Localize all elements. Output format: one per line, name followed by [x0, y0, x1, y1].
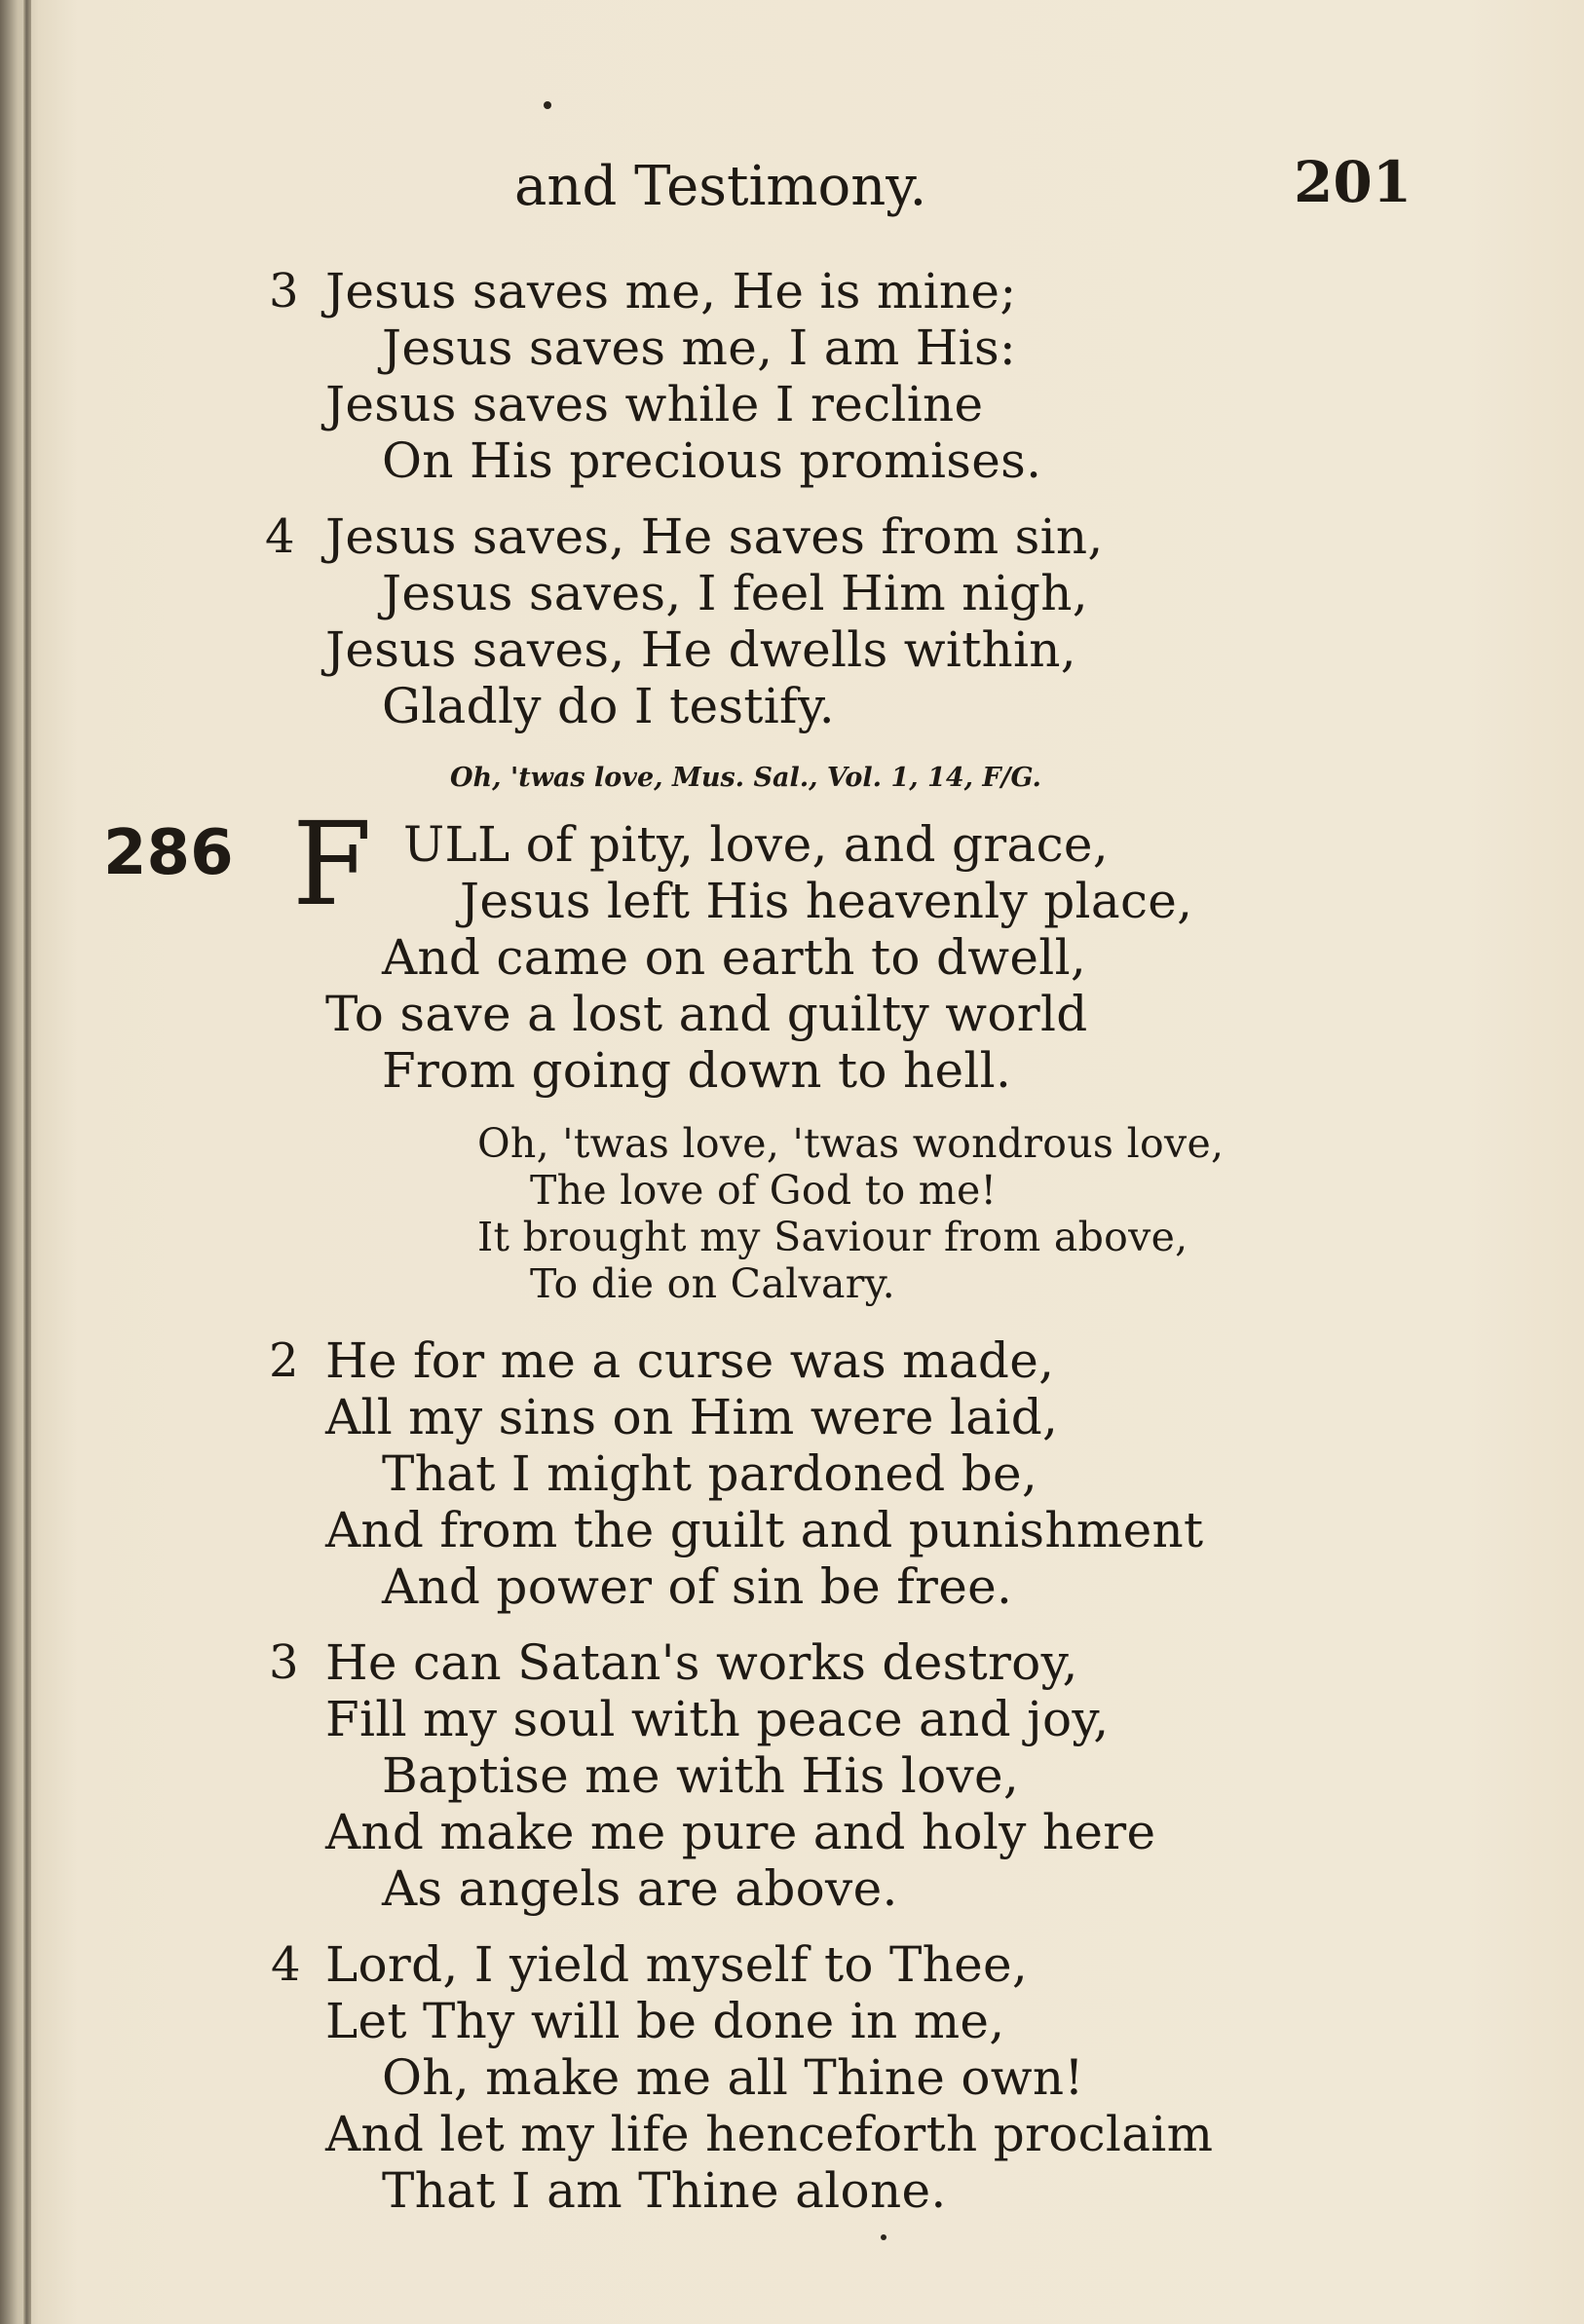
verse-line: From going down to hell. — [382, 1042, 1012, 1099]
verse-line: That I might pardoned be, — [382, 1445, 1038, 1502]
verse-number: 4 — [265, 509, 295, 564]
verse-number: 3 — [269, 264, 299, 319]
verse-number: 2 — [269, 1333, 299, 1388]
verse-line: And from the guilt and punishment — [325, 1502, 1204, 1558]
verse-line: Jesus saves me, He is mine; — [325, 263, 1017, 319]
verse-number: 4 — [271, 1937, 301, 1992]
verse-line: That I am Thine alone. — [382, 2162, 947, 2219]
verse-line: Let Thy will be done in me, — [325, 1993, 1005, 2049]
page-number: 201 — [1294, 149, 1413, 215]
printer-dot — [544, 101, 551, 109]
verse-line: Jesus saves while I recline — [325, 376, 984, 432]
verse-line: All my sins on Him were laid, — [325, 1389, 1059, 1445]
verse-line: Gladly do I testify. — [382, 678, 835, 734]
running-head: and Testimony. — [514, 155, 927, 218]
verse-line: As angels are above. — [382, 1860, 898, 1917]
verse-line: Jesus saves me, I am His: — [382, 319, 1017, 376]
verse-number: 3 — [269, 1635, 299, 1690]
verse-line: And let my life henceforth proclaim — [325, 2106, 1214, 2162]
verse-line: Baptise me with His love, — [382, 1747, 1020, 1804]
chorus-line: To die on Calvary. — [530, 1260, 895, 1307]
chorus-line: It brought my Saviour from above, — [477, 1214, 1188, 1260]
verse-line: On His precious promises. — [382, 432, 1042, 489]
drop-cap: F — [292, 797, 372, 931]
verse-line: Jesus saves, He dwells within, — [325, 621, 1076, 678]
chorus-line: Oh, 'twas love, 'twas wondrous love, — [477, 1120, 1225, 1167]
verse-line: ULL of pity, love, and grace, — [403, 816, 1109, 873]
verse-line: He for me a curse was made, — [325, 1332, 1055, 1389]
book-binding-edge — [23, 0, 31, 2324]
verse-line: Jesus saves, I feel Him nigh, — [382, 565, 1088, 621]
verse-line: And came on earth to dwell, — [382, 929, 1087, 986]
chorus-line: The love of God to me! — [530, 1167, 998, 1214]
verse-line: To save a lost and guilty world — [325, 986, 1088, 1042]
verse-line: Oh, make me all Thine own! — [382, 2049, 1084, 2106]
printer-dot — [881, 2234, 886, 2240]
verse-line: And power of sin be free. — [382, 1558, 1013, 1615]
tune-reference: Oh, 'twas love, Mus. Sal., Vol. 1, 14, F/G. — [450, 763, 1041, 793]
verse-line: Fill my soul with peace and joy, — [325, 1691, 1110, 1747]
verse-line: He can Satan's works destroy, — [325, 1634, 1078, 1691]
verse-line: Jesus saves, He saves from sin, — [325, 508, 1104, 565]
hymn-number: 286 — [103, 817, 234, 889]
verse-line: Jesus left His heavenly place, — [460, 873, 1193, 929]
verse-line: Lord, I yield myself to Thee, — [325, 1936, 1029, 1993]
verse-line: And make me pure and holy here — [325, 1804, 1156, 1860]
